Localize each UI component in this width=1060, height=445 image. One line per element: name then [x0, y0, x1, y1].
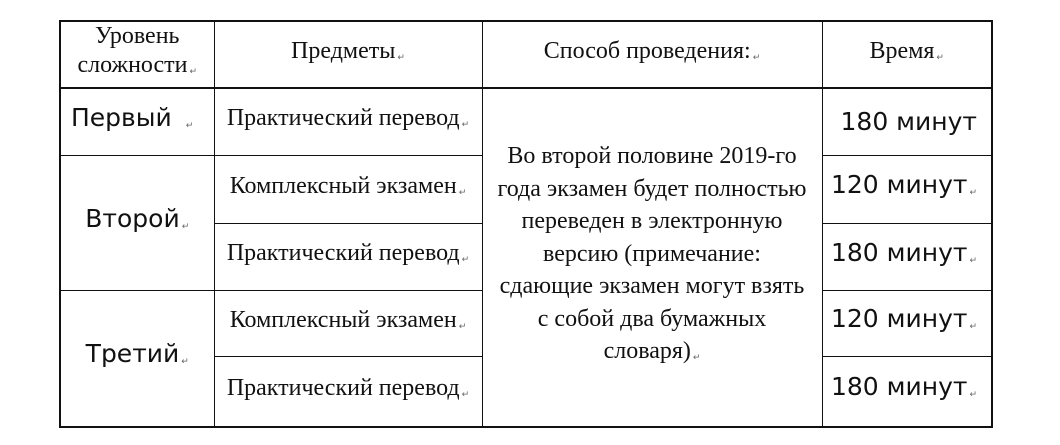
- time-text: 180 минут: [830, 372, 968, 402]
- time-cell: [822, 356, 992, 427]
- header-time: [822, 21, 992, 88]
- paragraph-mark-icon: ↵: [969, 188, 977, 198]
- method-text: Во второй половине 2019-го года экзамен будет полностью переведен в электронную версию (примечание: сдающие экзамен могут взять с собой два бумажных словаря): [497, 143, 807, 365]
- header-subjects: [214, 21, 482, 88]
- paragraph-mark-icon: ↵: [461, 120, 470, 131]
- header-method: [482, 21, 822, 88]
- time-text: 180 минут: [830, 237, 968, 267]
- paragraph-mark-icon: ↵: [397, 53, 405, 63]
- paragraph-mark-icon: ↵: [189, 67, 198, 77]
- time-text: 120 минут: [830, 170, 968, 199]
- paragraph-mark-icon: ↵: [461, 389, 470, 400]
- level-cell-third: [60, 290, 214, 427]
- header-level: [60, 21, 214, 88]
- paragraph-mark-icon: ↵: [181, 357, 189, 368]
- paragraph-mark-icon: ↵: [181, 221, 190, 232]
- paragraph-mark-icon: ↵: [969, 322, 977, 332]
- subject-cell: [214, 223, 482, 290]
- level-text: Второй: [85, 203, 180, 233]
- paragraph-mark-icon: ↵: [458, 321, 467, 332]
- time-cell: [822, 290, 992, 356]
- level-text: Первый: [71, 102, 172, 132]
- time-cell: [822, 88, 992, 155]
- exam-table: [59, 20, 993, 428]
- paragraph-mark-icon: ↵: [969, 255, 977, 266]
- time-text: 180 минут: [840, 106, 977, 136]
- table-row: [60, 88, 992, 155]
- subject-cell: [214, 88, 482, 155]
- paragraph-mark-icon: ↵: [458, 187, 467, 198]
- subject-cell: [214, 290, 482, 356]
- subject-text: Комплексный экзамен: [229, 172, 457, 199]
- time-cell: [822, 223, 992, 290]
- paragraph-mark-icon: ↵: [185, 120, 194, 131]
- paragraph-mark-icon: ↵: [692, 353, 701, 364]
- subject-cell: [214, 155, 482, 223]
- level-cell-first: [60, 88, 214, 155]
- paragraph-mark-icon: ↵: [969, 390, 977, 401]
- header-row: [60, 21, 992, 88]
- paragraph-mark-icon: ↵: [936, 53, 944, 63]
- header-subjects-text: Предметы: [291, 38, 396, 64]
- header-time-text: Время: [869, 38, 935, 64]
- time-cell: [822, 155, 992, 223]
- level-cell-second: [60, 155, 214, 290]
- header-level-text: Уровень сложности: [77, 23, 188, 78]
- level-text: Третий: [85, 339, 180, 369]
- subject-cell: [214, 356, 482, 427]
- paragraph-mark-icon: ↵: [461, 255, 470, 265]
- paragraph-mark-icon: ↵: [752, 53, 761, 63]
- time-text: 120 минут: [830, 304, 968, 333]
- subject-text: Комплексный экзамен: [229, 306, 457, 333]
- method-cell: [482, 88, 822, 427]
- subject-text: Практический перевод: [226, 105, 460, 132]
- subject-text: Практический перевод: [226, 374, 460, 401]
- header-method-text: Способ проведения:: [543, 38, 751, 64]
- subject-text: Практический перевод: [226, 240, 460, 266]
